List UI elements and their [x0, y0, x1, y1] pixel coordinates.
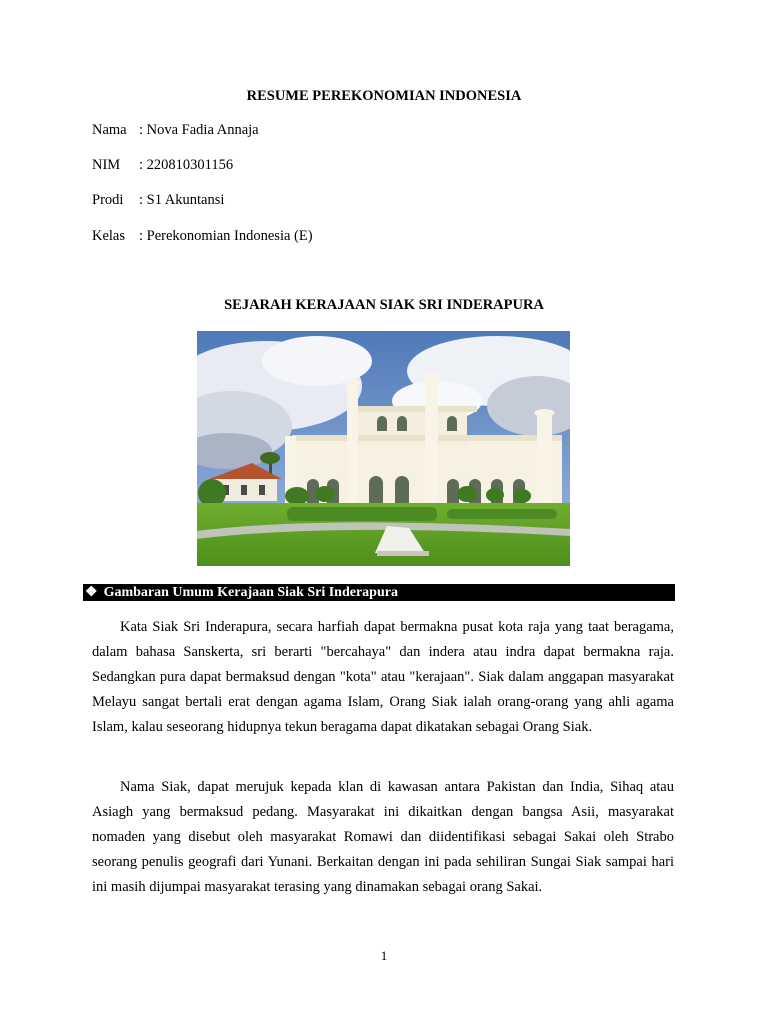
- info-value: : 220810301156: [139, 157, 234, 173]
- paragraph: Nama Siak, dapat merujuk kepada klan di kawasan antara Pakistan dan India, Sihaq atau Asiagh yang bermaksud pedang. Masyarakat ini dikaitkan dengan bangsa Asii, masyarakat nomaden yang disebut oleh masyarakat Romawi dan diidentifikasi sebagai Sakai oleh Strabo seorang penulis geografi dari Yunani. Berkaitan dengan ini pada sehiliran Sungai Siak sampai hari ini masih dijumpai masyarakat terasing yang dinamakan sebagai orang Sakai.: [92, 779, 674, 895]
- info-value: : S1 Akuntansi: [139, 192, 225, 208]
- info-label: Nama: [92, 122, 127, 138]
- info-value: : Perekonomian Indonesia (E): [139, 228, 313, 244]
- section-heading-text: Gambaran Umum Kerajaan Siak Sri Inderapura: [103, 585, 398, 600]
- info-label: NIM: [92, 157, 121, 173]
- document-title: RESUME PEREKONOMIAN INDONESIA: [246, 88, 522, 104]
- page-number: 1: [380, 948, 388, 963]
- info-value: : Nova Fadia Annaja: [139, 122, 259, 138]
- info-row-nama: [92, 122, 259, 139]
- info-row-nim: [92, 157, 233, 174]
- info-row-kelas: [92, 228, 313, 245]
- info-label: Prodi: [92, 192, 124, 208]
- section-heading: [83, 584, 675, 601]
- diamond-bullet-icon: ❖: [85, 585, 98, 600]
- section-title: SEJARAH KERAJAAN SIAK SRI INDERAPURA: [224, 297, 544, 313]
- info-row-prodi: [92, 192, 224, 209]
- paragraph: Kata Siak Sri Inderapura, secara harfiah dapat bermakna pusat kota raja yang taat beragama, dalam bahasa Sanskerta, sri berarti "bercahaya" dan indera atau indra dapat bermakna raja. Sedangkan pura dapat bermaksud dengan "kota" atau "kerajaan". Siak dalam anggapan masyarakat Melayu sangat bertali erat dengan agama Islam, Orang Siak ialah orang-orang yang ahli agama Islam, kalau seseorang hidupnya tekun beragama dapat dikatakan sebagai Orang Siak.: [92, 619, 674, 735]
- info-label: Kelas: [92, 228, 126, 244]
- palace-photo: [197, 331, 570, 566]
